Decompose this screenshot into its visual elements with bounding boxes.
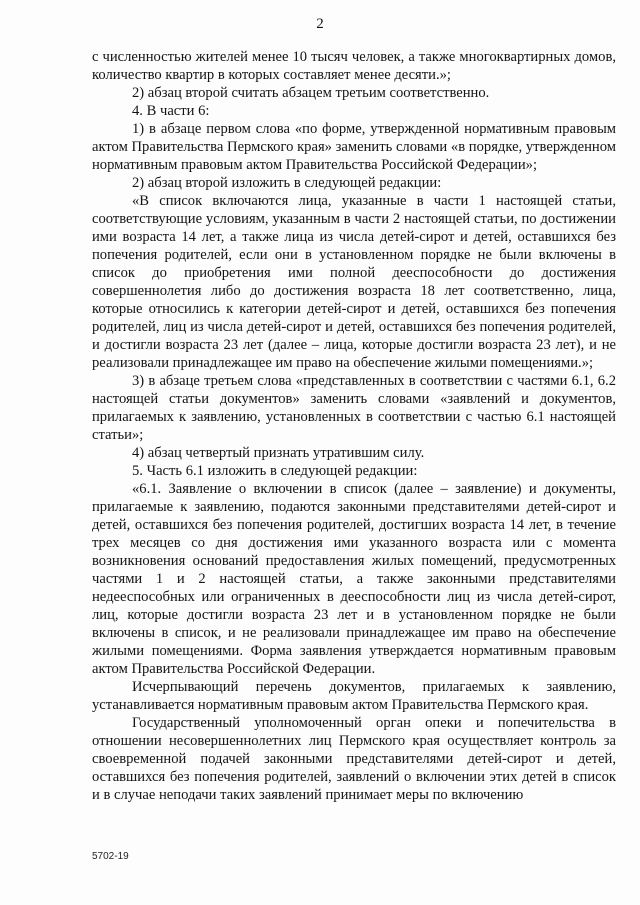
document-body xyxy=(92,48,616,804)
paragraph: 3) в абзаце третьем слова «представленных в соответствии с частями 6.1, 6.2 настоящей статьи документов» заменить словами «заявлений и документов, прилагаемых к заявлению, установленных в соответствии с частью 6.1 настоящей статьи»; xyxy=(92,373,616,443)
paragraph: Исчерпывающий перечень документов, прилагаемых к заявлению, устанавливается нормативным правовым актом Правительства Пермского края. xyxy=(92,679,616,713)
paragraph: 4. В части 6: xyxy=(132,103,210,119)
paragraph: 2) абзац второй считать абзацем третьим соответственно. xyxy=(132,85,490,101)
paragraph-quote: «6.1. Заявление о включении в список (далее – заявление) и документы, прилагаемые к заявлению, подаются законными представителями детей-сирот и детей, оставшихся без попечения родителей, достигших возраста 14 лет, в течение трех месяцев со дня достижения ими указанного возраста или с момента возникновения оснований предоставления жилых помещений, предусмотренных частями 1 и 2 настоящей статьи, а также законными представителями недееспособных или ограниченных в дееспособности лиц из числа детей-сирот, лиц, которые достигли возраста 23 лет и в установленном порядке не были включены в список, и не реализовали принадлежащее им право на обеспечение жилыми помещениями. Форма заявления утверждается нормативным правовым актом Правительства Российской Федерации. xyxy=(92,481,616,677)
paragraph: 5. Часть 6.1 изложить в следующей редакции: xyxy=(132,463,418,479)
paragraph: Государственный уполномоченный орган опеки и попечительства в отношении несовершеннолетних лиц Пермского края осуществляет контроль за своевременной подачей законными представителями детей-сирот и детей, оставшихся без попечения родителей, заявлений о включении этих детей в список и в случае неподачи таких заявлений принимает меры по включению xyxy=(92,715,616,803)
paragraph-quote: «В список включаются лица, указанные в части 1 настоящей статьи, соответствующие условиям, указанным в части 2 настоящей статьи, по достижении ими возраста 14 лет, а также лица из числа детей-сирот и детей, оставшихся без попечения родителей, если они в установленном порядке не были включены в список до приобретения ими полной дееспособности до достижения совершеннолетия либо до достижения возраста 18 лет соответственно, лица, которые относились к категории детей-сирот и детей, оставшихся без попечения родителей, лиц из числа детей-сирот и детей, оставшихся без попечения родителей, и достигли возраста 23 лет (далее – лица, которые достигли возраста 23 лет), и не реализовали принадлежащее им право на обеспечение жилыми помещениями.»; xyxy=(92,193,616,371)
page-number: 2 xyxy=(316,16,324,32)
document-code: 5702-19 xyxy=(92,851,129,862)
paragraph: 2) абзац второй изложить в следующей редакции: xyxy=(132,175,442,191)
paragraph: 1) в абзаце первом слова «по форме, утвержденной нормативным правовым актом Правительства Пермского края» заменить словами «в порядке, утвержденном нормативным правовым актом Правительства Российской Федерации»; xyxy=(92,121,616,173)
paragraph-continuation: с численностью жителей менее 10 тысяч человек, а также многоквартирных домов, количество квартир в которых составляет менее десяти.»; xyxy=(92,49,616,83)
paragraph: 4) абзац четвертый признать утратившим силу. xyxy=(132,445,425,461)
